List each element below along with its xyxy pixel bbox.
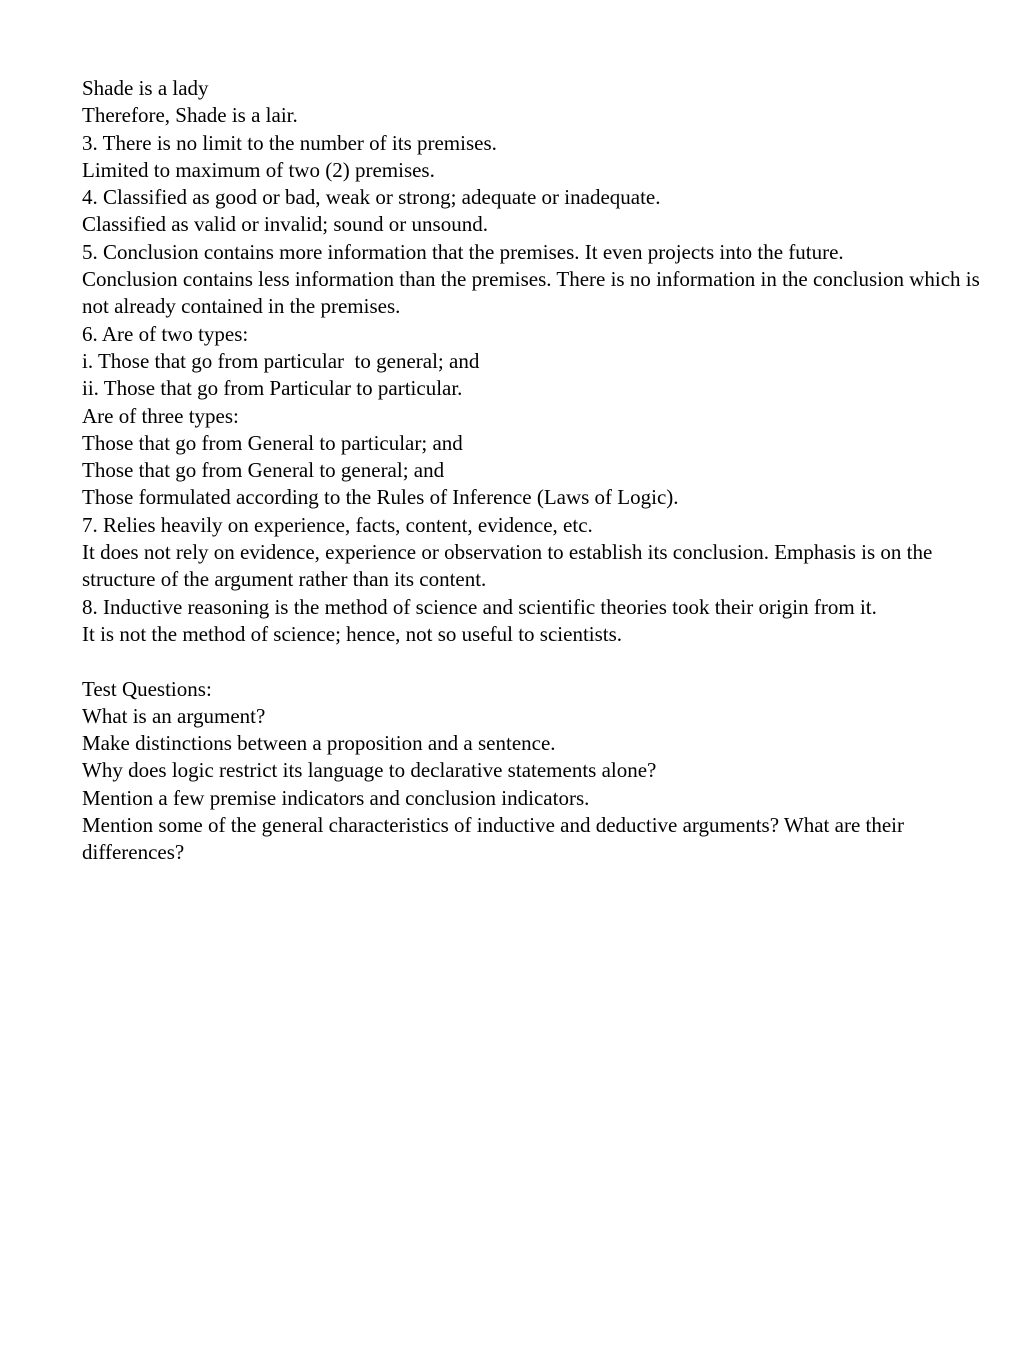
test-question: Why does logic restrict its language to declarative statements alone? (82, 758, 657, 783)
body-line: Classified as valid or invalid; sound or unsound. (82, 212, 488, 237)
body-line: It is not the method of science; hence, not so useful to scientists. (82, 621, 623, 646)
test-question: Make distinctions between a proposition and a sentence. (82, 731, 556, 756)
body-line: 8. Inductive reasoning is the method of science and scientific theories took their origin from it. (82, 594, 877, 619)
body-line: Limited to maximum of two (2) premises. (82, 157, 435, 182)
body-line: 5. Conclusion contains more information that the premises. It even projects into the future. (82, 239, 844, 264)
body-line: i. Those that go from particular to general; and (82, 348, 480, 373)
body-line: Therefore, Shade is a lair. (82, 103, 298, 128)
test-question: What is an argument? (82, 703, 266, 728)
body-line: 4. Classified as good or bad, weak or strong; adequate or inadequate. (82, 185, 661, 210)
body-line: Those that go from General to particular; and (82, 430, 463, 455)
body-line: ii. Those that go from Particular to particular. (82, 376, 463, 401)
test-questions-heading: Test Questions: (82, 676, 212, 701)
body-line: Shade is a lady (82, 76, 209, 100)
test-question: Mention a few premise indicators and conclusion indicators. (82, 785, 590, 810)
test-question: Mention some of the general characteristics of inductive and deductive arguments? What are their differences? (82, 813, 910, 865)
body-line: Those formulated according to the Rules of Inference (Laws of Logic). (82, 485, 679, 510)
body-line: 3. There is no limit to the number of its premises. (82, 130, 497, 155)
body-line: It does not rely on evidence, experience or observation to establish its conclusion. Emphasis is on the structure of the argument rather than its content. (82, 540, 938, 592)
body-line: Those that go from General to general; and (82, 458, 445, 483)
document-page (82, 75, 986, 867)
body-line: Conclusion contains less information than the premises. There is no information in the conclusion which is not already contained in the premises. (82, 267, 986, 319)
body-line: Are of three types: (82, 403, 239, 428)
body-line: 6. Are of two types: (82, 321, 249, 346)
section-spacer (82, 648, 982, 675)
body-line: 7. Relies heavily on experience, facts, content, evidence, etc. (82, 512, 593, 537)
